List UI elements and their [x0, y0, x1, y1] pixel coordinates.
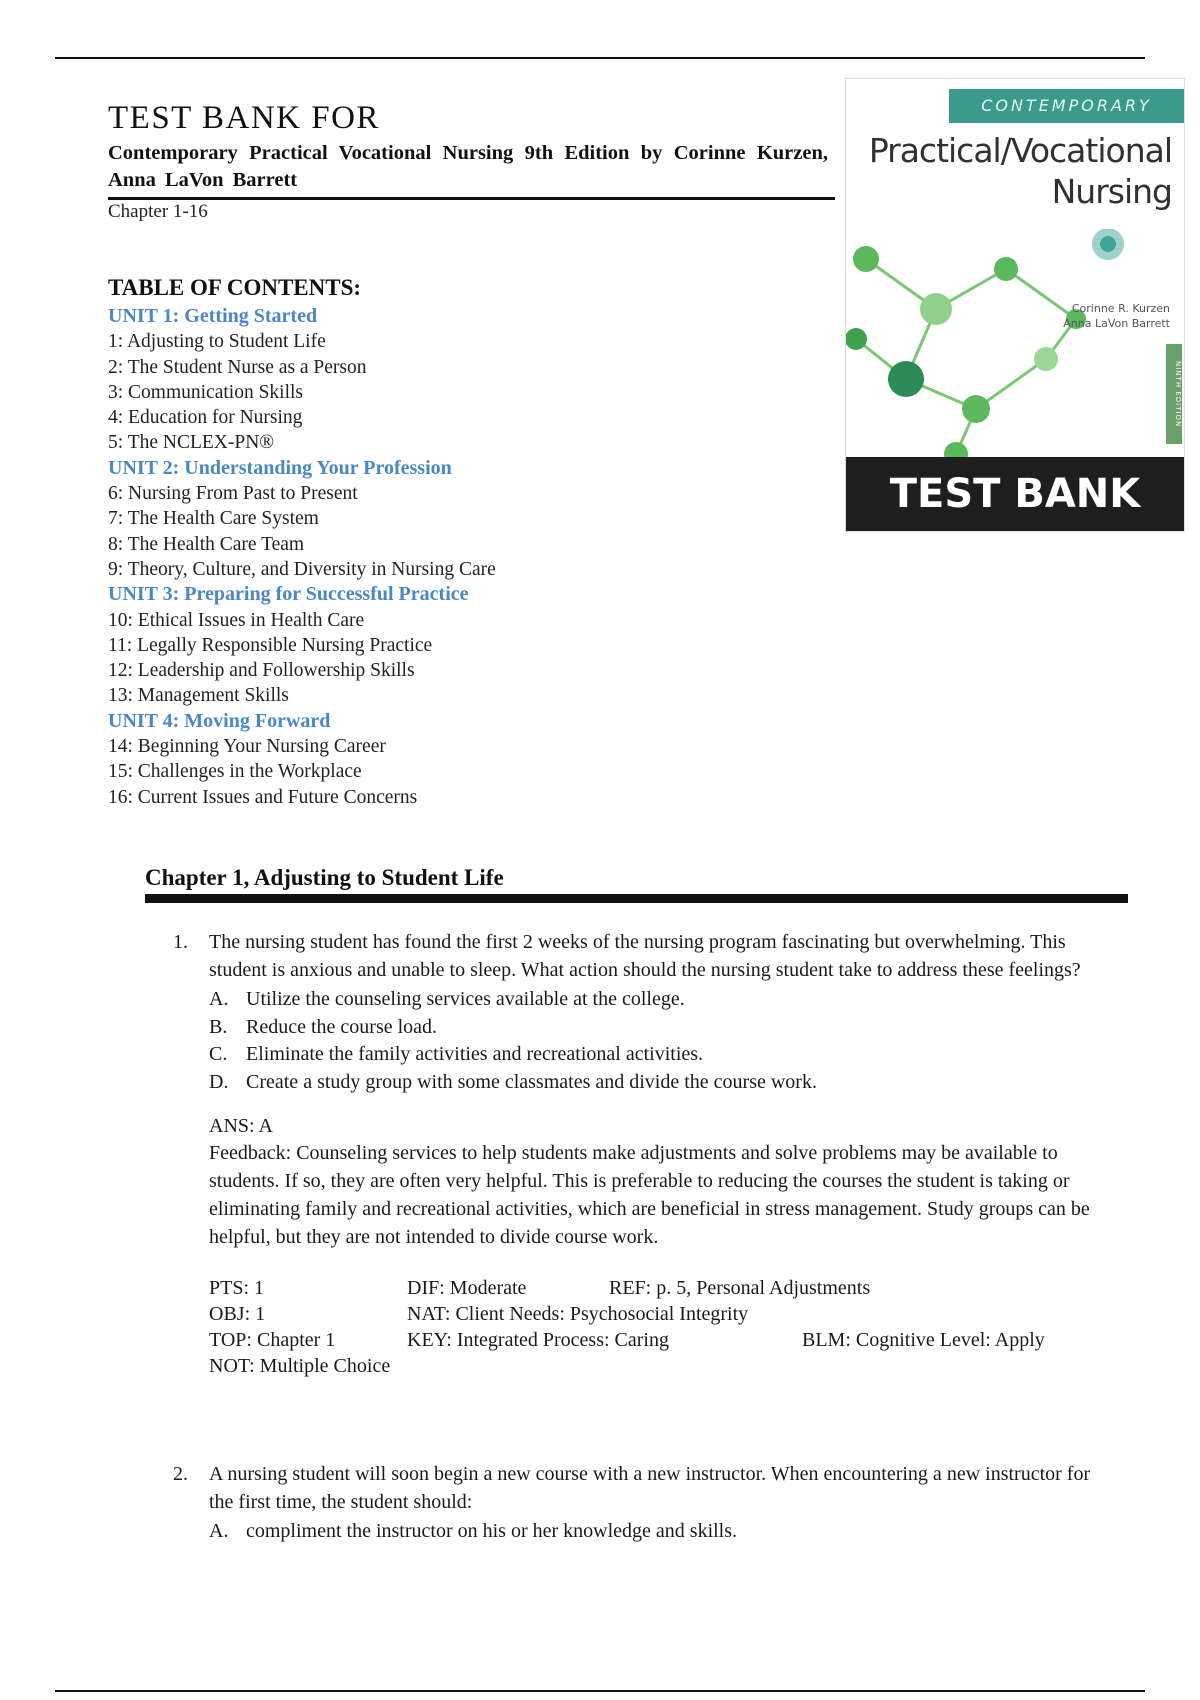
- chapters-range: Chapter 1-16: [108, 201, 208, 222]
- question-stem: The nursing student has found the first 2 weeks of the nursing program fascinating but overwhelming. This student is anxious and unable to sleep. What action should the nursing student take to address these feelings?: [209, 931, 1081, 981]
- toc-chapter-item: 12: Leadership and Followership Skills: [108, 660, 415, 682]
- cover-title-line1: Practical/Vocational: [868, 131, 1172, 170]
- cover-title-line2: Nursing: [1051, 172, 1172, 211]
- molecule-art-icon: [846, 229, 1184, 459]
- chapter-heading: Chapter 1, Adjusting to Student Life: [145, 865, 504, 890]
- option-d: [209, 1069, 1113, 1097]
- book-title: Contemporary Practical Vocational Nursing 9th Edition by Corinne Kurzen, Anna LaVon Barrett: [108, 142, 828, 191]
- option-text: Reduce the course load.: [246, 1015, 438, 1038]
- option-text: Create a study group with some classmates and divide the course work.: [246, 1070, 817, 1093]
- answer-options: [209, 986, 1113, 1096]
- chapter-rule: [145, 894, 1128, 903]
- meta-nat: NAT: Client Needs: Psychosocial Integrity: [407, 1303, 749, 1325]
- toc-list: [108, 304, 808, 810]
- question-metadata: [209, 1275, 1113, 1379]
- option-b: [209, 1014, 1113, 1042]
- option-c: [209, 1041, 1113, 1069]
- header-block: [108, 98, 828, 224]
- toc-chapter-item: 6: Nursing From Past to Present: [108, 483, 358, 505]
- option-letter: A.: [209, 988, 229, 1010]
- toc-unit-heading: UNIT 1: Getting Started: [108, 305, 318, 327]
- answer-block: [209, 1113, 1113, 1379]
- toc-chapter-item: 16: Current Issues and Future Concerns: [108, 786, 418, 808]
- cover-footer: TEST BANK: [846, 457, 1184, 531]
- toc-chapter-item: 7: The Health Care System: [108, 508, 319, 530]
- option-a: [209, 986, 1113, 1014]
- feedback: Feedback: Counseling services to help students make adjustments and solve problems may be available to students. If so, they are often very helpful. This is preferable to reducing the courses the student is taking or eliminating family and recreational activities, which are beneficial in stress management. Study groups can be helpful, but they are not intended to divide course work.: [209, 1142, 1090, 1248]
- toc-chapter-item: 10: Ethical Issues in Health Care: [108, 609, 365, 631]
- meta-blm: BLM: Cognitive Level: Apply: [802, 1329, 1045, 1351]
- toc-chapter-item: 1: Adjusting to Student Life: [108, 331, 326, 353]
- top-rule: [55, 57, 1145, 59]
- toc-chapter-item: 13: Management Skills: [108, 685, 289, 707]
- option-letter: A.: [209, 1520, 229, 1542]
- meta-top: TOP: Chapter 1: [209, 1329, 336, 1351]
- option-text: compliment the instructor on his or her knowledge and skills.: [246, 1520, 738, 1542]
- toc-chapter-item: 5: The NCLEX-PN®: [108, 432, 275, 454]
- question-1: [173, 928, 1113, 1379]
- toc-unit-heading: UNIT 2: Understanding Your Profession: [108, 456, 452, 479]
- option-text: Eliminate the family activities and recreational activities.: [246, 1043, 704, 1065]
- cover-banner: CONTEMPORARY: [949, 89, 1184, 123]
- cover-author-2: Anna LaVon Barrett: [1063, 317, 1170, 330]
- answer-key: ANS: A: [209, 1115, 273, 1137]
- toc-chapter-item: 9: Theory, Culture, and Diversity in Nursing Care: [108, 558, 496, 580]
- book-cover: [845, 78, 1185, 532]
- toc-chapter-item: 2: The Student Nurse as a Person: [108, 356, 367, 378]
- meta-ref: REF: p. 5, Personal Adjustments: [609, 1277, 871, 1299]
- answer-options: [209, 1518, 1113, 1546]
- toc-chapter-item: 4: Education for Nursing: [108, 407, 303, 429]
- toc-chapter-item: 3: Communication Skills: [108, 381, 304, 403]
- question-stem: A nursing student will soon begin a new course with a new instructor. When encountering a new instructor for the first time, the student should:: [209, 1463, 1091, 1513]
- option-letter: D.: [209, 1070, 229, 1093]
- meta-not: NOT: Multiple Choice: [209, 1355, 391, 1377]
- table-of-contents: [108, 272, 808, 810]
- meta-obj: OBJ: 1: [209, 1303, 266, 1325]
- toc-unit-heading: UNIT 4: Moving Forward: [108, 709, 331, 732]
- question-number: 2.: [173, 1463, 188, 1485]
- cover-authors: [1063, 301, 1170, 331]
- option-letter: B.: [209, 1015, 228, 1038]
- bottom-rule: [55, 1690, 1145, 1692]
- toc-heading: TABLE OF CONTENTS:: [108, 275, 362, 300]
- toc-chapter-item: 11: Legally Responsible Nursing Practice: [108, 634, 433, 656]
- meta-key: KEY: Integrated Process: Caring: [407, 1329, 669, 1351]
- question-2: [173, 1460, 1113, 1546]
- option-text: Utilize the counseling services available at the college.: [246, 988, 685, 1010]
- test-bank-label: TEST BANK FOR: [108, 100, 380, 136]
- cover-author-1: Corinne R. Kurzen: [1071, 302, 1170, 315]
- question-number: 1.: [173, 931, 188, 953]
- option-a: [209, 1518, 1113, 1546]
- meta-pts: PTS: 1: [209, 1277, 265, 1299]
- meta-dif: DIF: Moderate: [407, 1277, 527, 1299]
- toc-chapter-item: 15: Challenges in the Workplace: [108, 761, 362, 783]
- toc-chapter-item: 8: The Health Care Team: [108, 533, 305, 555]
- option-letter: C.: [209, 1043, 228, 1065]
- toc-unit-heading: UNIT 3: Preparing for Successful Practice: [108, 583, 469, 606]
- toc-chapter-item: 14: Beginning Your Nursing Career: [108, 736, 386, 758]
- cover-edition: NINTH EDITION: [1166, 344, 1182, 444]
